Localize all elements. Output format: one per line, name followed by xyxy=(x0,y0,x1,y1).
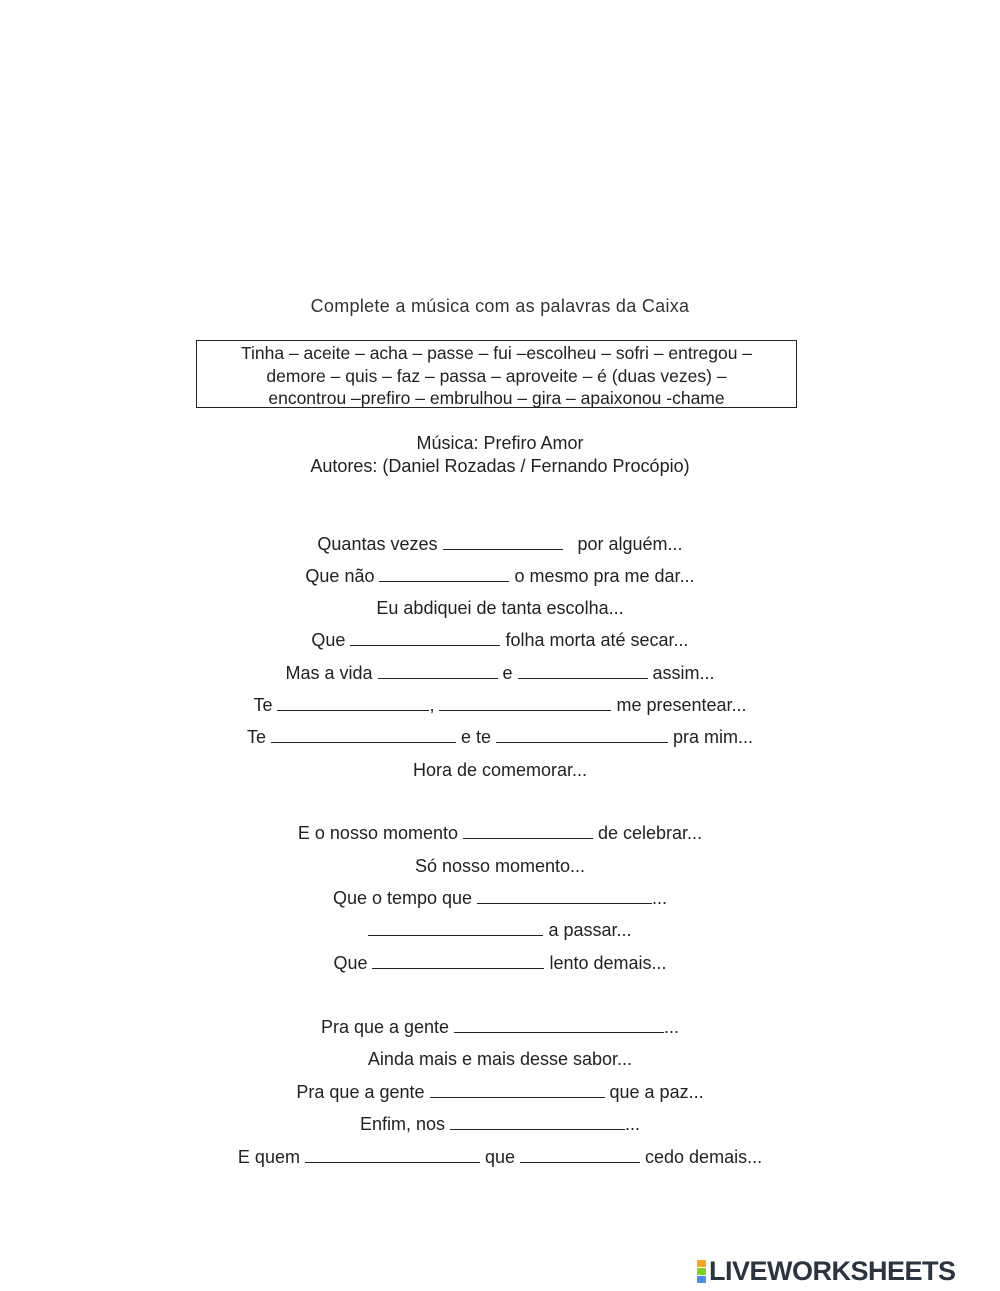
lyric-line: Te e te pra mim... xyxy=(246,727,754,747)
lyric-line: Que lento demais... xyxy=(333,953,667,973)
answer-blank[interactable] xyxy=(443,535,563,550)
answer-blank[interactable] xyxy=(496,728,668,743)
logo-block-v xyxy=(697,1276,706,1283)
answer-blank[interactable] xyxy=(439,696,611,711)
lyric-line: Hora de comemorar... xyxy=(412,760,588,780)
word-bank-line: Tinha – aceite – acha – passe – fui –escolheu – sofri – entregou – xyxy=(240,343,753,363)
logo-block-l xyxy=(697,1260,706,1267)
answer-blank[interactable] xyxy=(305,1148,480,1163)
answer-blank[interactable] xyxy=(477,889,652,904)
answer-blank[interactable] xyxy=(350,631,500,646)
lyric-line: Mas a vida e assim... xyxy=(285,663,715,683)
answer-blank[interactable] xyxy=(379,567,509,582)
answer-blank[interactable] xyxy=(450,1115,625,1130)
answer-blank[interactable] xyxy=(277,696,429,711)
lyric-line: Que folha morta até secar... xyxy=(311,630,689,650)
lyric-line: E quem que cedo demais... xyxy=(237,1147,763,1167)
lyric-line: Só nosso momento... xyxy=(414,856,586,876)
answer-blank[interactable] xyxy=(520,1148,640,1163)
liveworksheets-logo-icon xyxy=(697,1260,706,1283)
lyric-line: Que o tempo que ... xyxy=(332,888,668,908)
logo-block-i xyxy=(697,1268,706,1275)
word-bank-box xyxy=(196,340,797,408)
song-authors: Autores: (Daniel Rozadas / Fernando Procópio) xyxy=(310,456,690,476)
answer-blank[interactable] xyxy=(271,728,456,743)
logo-text: LIVEWORKSHEETS xyxy=(709,1255,956,1286)
answer-blank[interactable] xyxy=(378,664,498,679)
word-bank-line: encontrou –prefiro – embrulhou – gira – apaixonou -chame xyxy=(268,388,725,408)
lyric-line: Que não o mesmo pra me dar... xyxy=(305,566,695,586)
answer-blank[interactable] xyxy=(463,824,593,839)
answer-blank[interactable] xyxy=(430,1083,605,1098)
lyric-line: Ainda mais e mais desse sabor... xyxy=(367,1049,633,1069)
liveworksheets-logo[interactable] xyxy=(697,1256,956,1286)
song-title: Música: Prefiro Amor xyxy=(416,433,584,453)
lyric-line: E o nosso momento de celebrar... xyxy=(297,823,703,843)
lyric-line: Te , me presentear... xyxy=(253,695,747,715)
lyric-line: Eu abdiquei de tanta escolha... xyxy=(376,598,624,618)
answer-blank[interactable] xyxy=(518,664,648,679)
instruction-text: Complete a música com as palavras da Caixa xyxy=(310,296,690,316)
lyric-line: Quantas vezes por alguém... xyxy=(317,534,683,554)
lyric-line: Pra que a gente que a paz... xyxy=(296,1082,704,1102)
lyric-line: Pra que a gente ... xyxy=(320,1017,680,1037)
lyric-line: Enfim, nos ... xyxy=(359,1114,641,1134)
lyric-line: a passar... xyxy=(0,920,1000,941)
answer-blank[interactable] xyxy=(368,921,543,936)
answer-blank[interactable] xyxy=(372,954,544,969)
answer-blank[interactable] xyxy=(454,1018,664,1033)
word-bank-line: demore – quis – faz – passa – aproveite – é (duas vezes) – xyxy=(266,365,727,386)
